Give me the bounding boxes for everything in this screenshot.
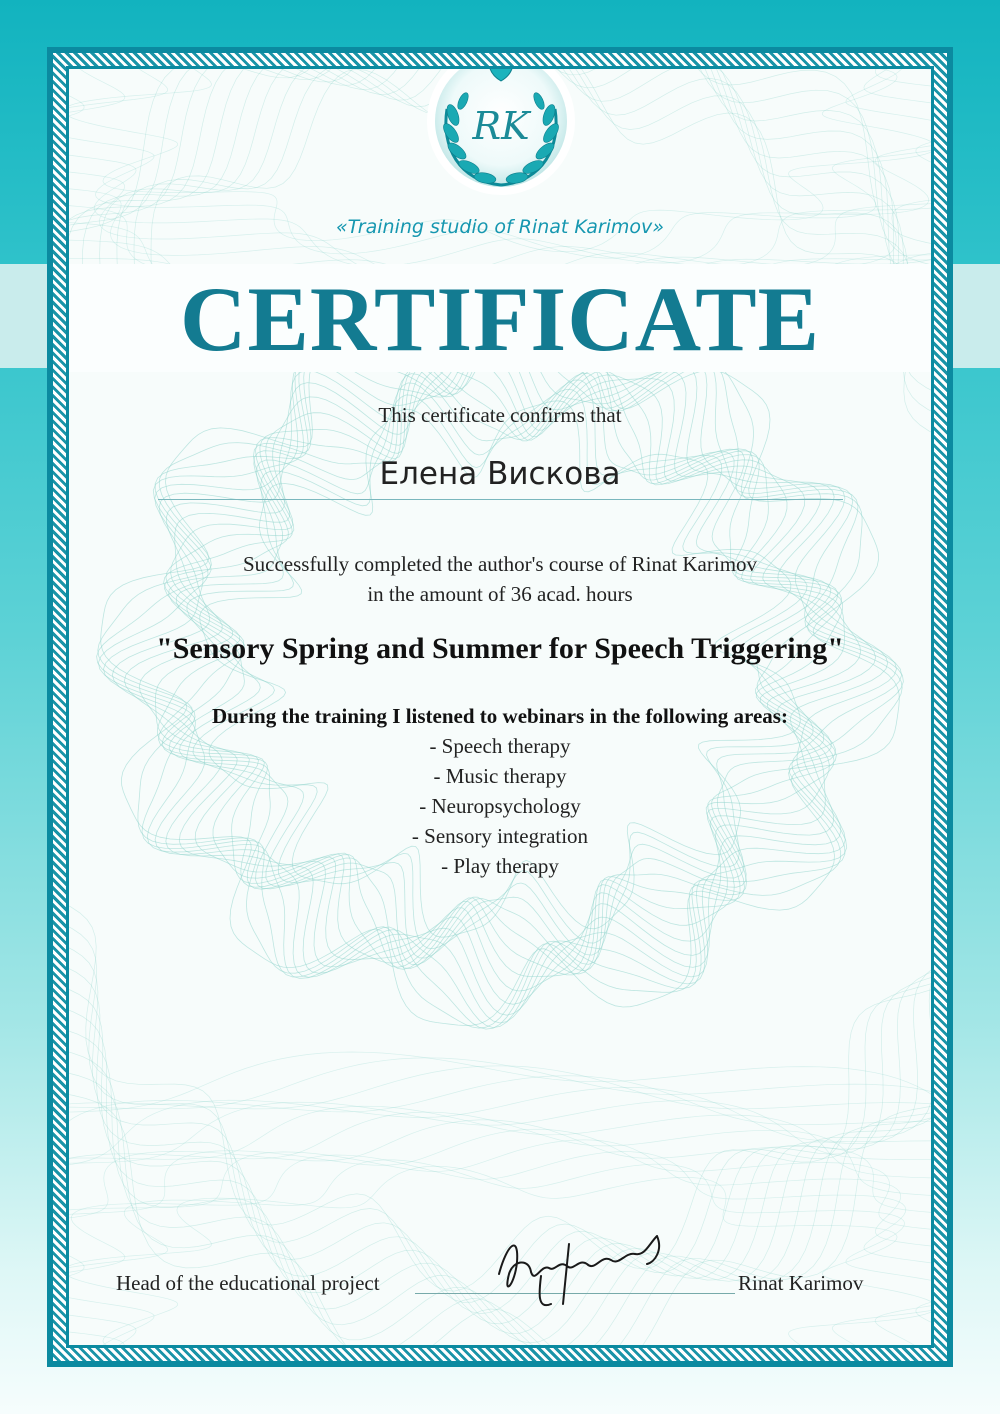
studio-name: «Training studio of Rinat Karimov» (335, 216, 665, 238)
signature-role: Head of the educational project (116, 1271, 380, 1295)
areas-list (69, 731, 931, 881)
completion-line-2: in the amount of 36 acad. hours (367, 582, 633, 606)
areas-heading: During the training I listened to webinars in the following areas: (212, 704, 788, 728)
confirm-text: This certificate confirms that (378, 403, 622, 427)
certificate-paper (69, 69, 931, 1345)
recipient-name-underline (158, 499, 843, 500)
logo (419, 69, 583, 199)
signatory-name: Rinat Karimov (738, 1271, 864, 1295)
course-title: "Sensory Spring and Summer for Speech Triggering" (156, 632, 844, 665)
list-item: - Neuropsychology (419, 794, 581, 818)
completion-line-1: Successfully completed the author's course of Rinat Karimov (242, 552, 758, 576)
list-item: - Play therapy (441, 854, 559, 878)
handwritten-signature (479, 1214, 689, 1314)
certificate-title: CERTIFICATE (180, 268, 820, 370)
list-item: - Music therapy (433, 764, 567, 788)
recipient-name: Елена Вискова (379, 456, 621, 492)
completion-text (69, 549, 931, 609)
list-item: - Sensory integration (411, 824, 589, 848)
list-item: - Speech therapy (429, 734, 571, 758)
logo-monogram: RK (472, 104, 530, 148)
certificate-content (69, 69, 931, 1345)
